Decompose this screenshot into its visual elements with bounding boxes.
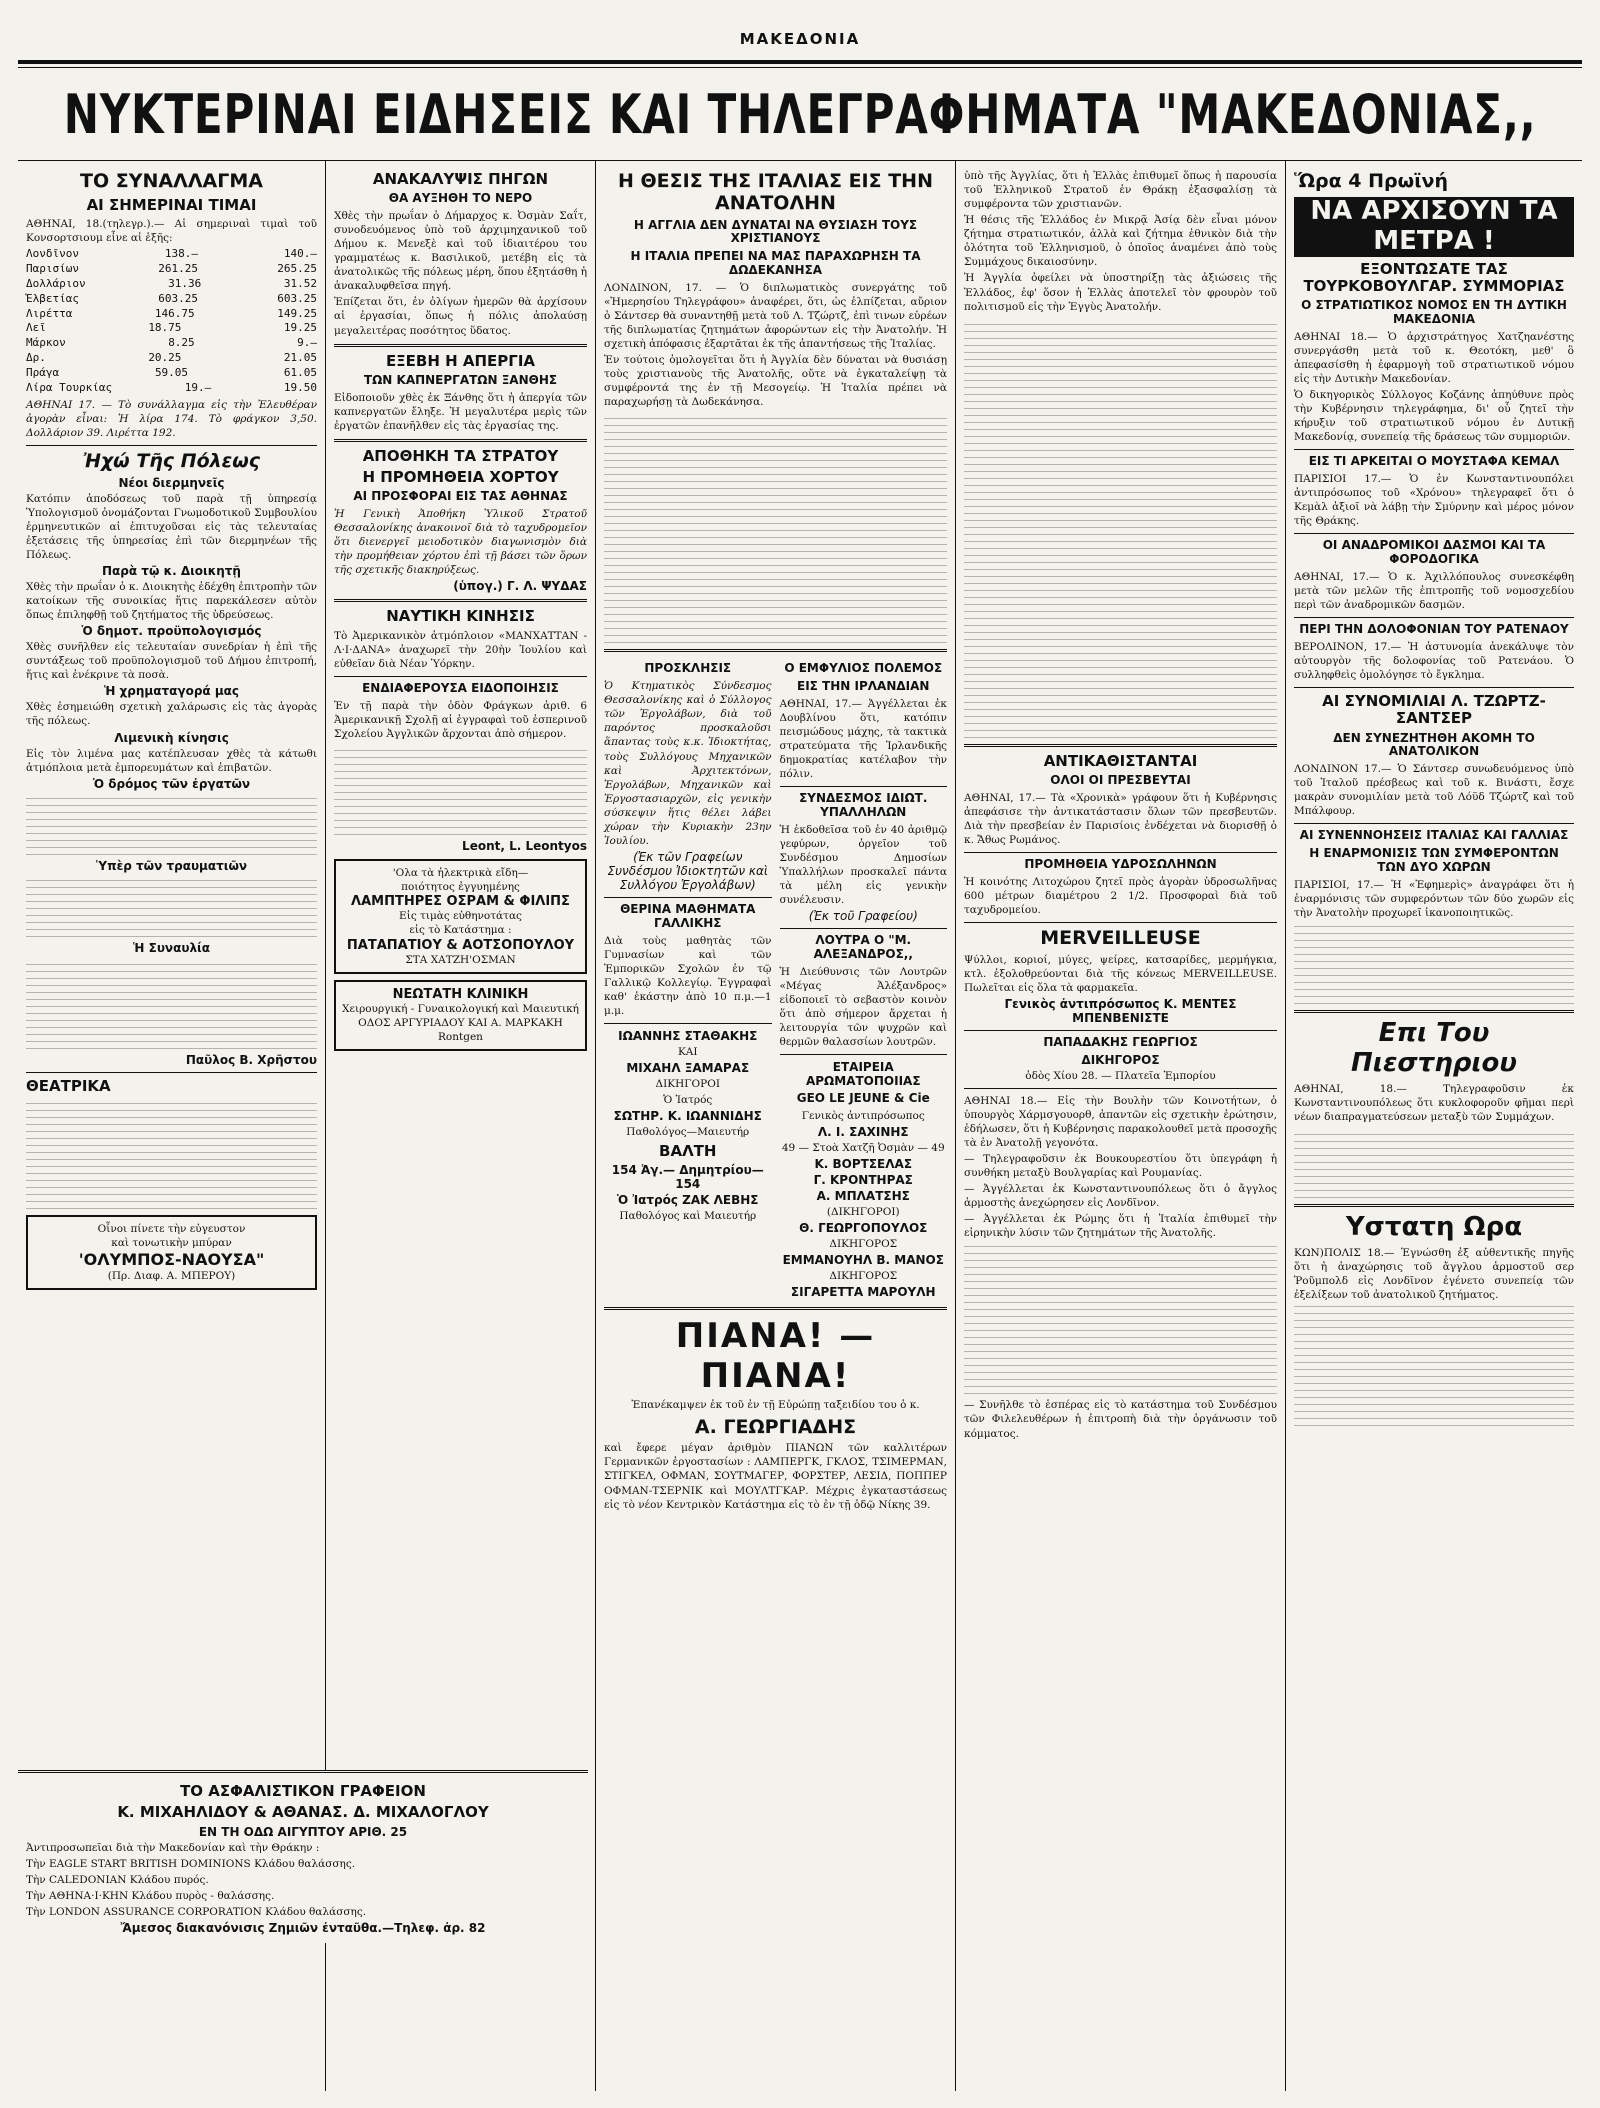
divider <box>964 1088 1277 1089</box>
divider <box>964 1030 1277 1031</box>
subheading: Ὁ δρόμος τῶν ἐργατῶν <box>92 776 251 791</box>
rate-buy: 20.25 <box>148 351 182 365</box>
signature: Παῦλος Β. Χρῆστου <box>185 1052 317 1067</box>
ad-line: Ἄμεσος διακανόνισις Ζημιῶν ἐνταῦθα.—Τηλεφ. ἀρ. 82 <box>120 1920 486 1935</box>
paragraph: Διὰ τοὺς μαθητὰς τῶν Γυμνασίων καὶ τῶν Ἐμπορικῶν Σχολῶν ἐν τῷ Γαλλικῷ Κολλεγίῳ. Ἐγγραφαὶ καθ' ἑκάστην ἀπὸ 10 π.μ.—1 μ.μ. <box>604 934 772 1017</box>
subheadline: ΤΩΝ ΚΑΠΝΕΡΓΑΤΩΝ ΞΑΝΘΗΣ <box>363 372 558 387</box>
section-title: Υστατη Ωρα <box>1345 1211 1523 1242</box>
headline: ΠΡΟΜΗΘΕΙΑ ΥΔΡΟΣΩΛΗΝΩΝ <box>1024 856 1217 871</box>
card-line: Λ. Ι. ΣΑΧΙΝΗΣ <box>817 1125 909 1140</box>
rate-row <box>26 381 317 396</box>
rate-currency: Δρ. <box>26 351 46 365</box>
card-line: 49 — Στοὰ Χατζῆ Ὀσμὰν — 49 <box>781 1142 945 1155</box>
headline: Η ΘΕΣΙΣ ΤΗΣ ΙΤΑΛΙΑΣ ΕΙΣ ΤΗΝ ΑΝΑΤΟΛΗΝ <box>618 170 933 214</box>
paragraph: ΑΘΗΝΑΙ 18.— Ὁ ἀρχιστράτηγος Χατζηανέστης συνεργάσθη μετὰ τοῦ κ. Θεοτόκη, μεθ' ὃ ἀπεφασίσθη ἡ ἐφαρμογὴ τοῦ στρατιωτικοῦ νόμου εἰς τὴν Δυτικὴν Μακεδονίαν. <box>1294 330 1574 385</box>
rate-currency: Λίρα Τουρκίας <box>26 380 113 394</box>
headline: ΝΑΥΤΙΚΗ ΚΙΝΗΣΙΣ <box>386 607 535 626</box>
subheadline: ΕΙΣ ΤΗΝ ΙΡΛΑΝΔΙΑΝ <box>797 679 930 694</box>
advertisement-box <box>26 1215 317 1291</box>
divider <box>604 1023 772 1024</box>
headline: ΠΡΟΣΚΛΗΣΙΣ <box>644 661 732 676</box>
text-block <box>26 1099 317 1209</box>
rate-sell: 61.05 <box>283 365 317 379</box>
headline: ΕΙΣ ΤΙ ΑΡΚΕΙΤΑΙ Ο ΜΟΥΣΤΑΦΑ ΚΕΜΑΛ <box>1308 454 1560 469</box>
divider <box>334 676 587 677</box>
ad-line: ΟΔΟΣ ΑΡΓΥΡΙΑΔΟΥ ΚΑΙ Α. ΜΑΡΚΑΚΗ <box>358 1016 563 1029</box>
rate-buy: 31.36 <box>168 276 202 290</box>
ad-title: Κ. ΜΙΧΑΗΛΙΔΟΥ & ΑΘΑΝΑΣ. Δ. ΜΙΧΑΛΟΓΛΟΥ <box>117 1803 489 1822</box>
subheading: Λιμενικὴ κίνησις <box>114 730 229 745</box>
paragraph: Ἡ κοινότης Λιτοχώρου ζητεῖ πρὸς ἀγορὰν ὑδροσωλῆνας 600 μέτρων διαμέτρου 2 1/2. Προσφοραὶ διὰ τοῦ ταχυδρομείου. <box>964 875 1277 916</box>
card-line: ΔΙΚΗΓΟΡΟΙ <box>655 1078 720 1091</box>
headline: ΝΑ ΑΡΧΙΣΟΥΝ ΤΑ ΜΕΤΡΑ ! <box>1294 197 1574 257</box>
divider <box>780 786 948 787</box>
card-line: Α. ΜΠΛΑΤΣΗΣ <box>816 1189 910 1204</box>
subcolumn <box>780 658 948 1301</box>
subheading: Ὁ δημοτ. προϋπολογισμός <box>81 624 262 639</box>
paragraph: Εἰς τὸν λιμένα μας κατέπλευσαν χθὲς τὰ κάτωθι ἀτμόπλοια μετὰ ἐμπορευμάτων καὶ ἐπιβατῶν. <box>26 747 317 774</box>
ad-line: Τὴν LONDON ASSURANCE CORPORATION Κλάδου θαλάσσης. <box>26 1905 367 1918</box>
card-line: Παθολόγος καὶ Μαιευτήρ <box>619 1210 757 1223</box>
rate-buy: 59.05 <box>154 365 189 379</box>
advertisement-box <box>334 980 587 1052</box>
headline: ΛΟΥΤΡΑ Ο "Μ. ΑΛΕΞΑΝΔΡΟΣ,, <box>813 933 913 962</box>
rate-buy: 261.25 <box>158 262 198 276</box>
rate-row <box>26 262 317 277</box>
ad-line: Εἰς τιμὰς εὐθηνοτάτας <box>399 910 522 923</box>
banner-title: ΝΥΚΤΕΡΙΝΑΙ ΕΙΔΗΣΕΙΣ ΚΑΙ ΤΗΛΕΓΡΑΦΗΜΑΤΑ "ΜΑΚΕΔΟΝΙΑΣ,, <box>63 82 1537 146</box>
card-line: ΔΙΚΗΓΟΡΟΣ <box>829 1270 898 1283</box>
rate-row <box>26 292 317 307</box>
subcolumn <box>604 658 772 1301</box>
headline: ΘΕΡΙΝΑ ΜΑΘΗΜΑΤΑ ΓΑΛΛΙΚΗΣ <box>620 901 756 930</box>
paragraph: ΑΘΗΝΑΙ, 18.(τηλεγρ.).— Αἱ σημεριναὶ τιμαὶ τοῦ Κονσορτσιουμ εἶνε αἱ ἑξῆς: <box>26 218 317 245</box>
ad-line: 'Ολα τὰ ἠλεκτρικὰ εἴδη— <box>392 866 529 879</box>
card-line: Γενικὸς ἀντιπρόσωπος <box>801 1110 925 1123</box>
divider <box>964 744 1277 747</box>
divider <box>780 928 948 929</box>
subheading: Νέοι διερμηνεῖς <box>118 475 225 490</box>
signature: (Ἐκ τῶν Γραφείων Συνδέσμου Ἰδιοκτητῶν καὶ Συλλόγου Ἐργολάβων) <box>607 849 768 892</box>
paragraph: ΑΘΗΝΑΙ 17. — Τὸ συνάλλαγμα εἰς τὴν Ἐλευθέραν ἀγορὰν εἶναι: Ἡ λίρα 174. Τὸ φράγκον 3,50. Δολλάριον 39. Λιρέττα 192. <box>26 398 317 439</box>
subheading: Ἡ Συναυλία <box>133 940 210 955</box>
headline: ΠΕΡΙ ΤΗΝ ΔΟΛΟΦΟΝΙΑΝ ΤΟΥ ΡΑΤΕΝΑΟΥ <box>1299 622 1569 637</box>
text-block <box>26 795 317 855</box>
section-title: Ἠχώ Τῆς Πόλεως <box>82 449 261 472</box>
headline: ΑΙ ΣΥΝΟΜΙΛΙΑΙ Λ. ΤΖΩΡΤΖ-ΣΑΝΤΣΕΡ <box>1322 692 1546 728</box>
column-5 <box>1286 161 1582 2091</box>
ad-line: εἰς τὸ Κατάστημα : <box>409 924 512 937</box>
divider <box>604 897 772 898</box>
rate-row <box>26 366 317 381</box>
card-line: ΕΤΑΙΡΕΙΑ ΑΡΩΜΑΤΟΠΟΙΙΑΣ <box>805 1060 921 1089</box>
rate-currency: Δολλάριον <box>26 276 86 290</box>
divider <box>1294 1010 1574 1013</box>
divider <box>964 922 1277 923</box>
subheadline: ΕΞΟΝΤΩΣΑΤΕ ΤΑΣ ΤΟΥΡΚΟΒΟΥΛΓΑΡ. ΣΥΜΜΟΡΙΑΣ <box>1303 259 1565 295</box>
paragraph: Ἡ θέσις τῆς Ἑλλάδος ἐν Μικρᾷ Ἀσίᾳ δὲν εἶναι μόνον ζήτημα στρατιωτικόν, ἀλλὰ καὶ ζήτημα ἐθνικὸν διὰ τὴν ὁλότητα τοῦ Ἑλληνισμοῦ, ὁ ὁποῖος ἀναμένει ἀπὸ τοὺς Συμμάχους δικαιοσύνην. <box>964 214 1277 269</box>
rate-row <box>26 277 317 292</box>
headline: ΑΠΟΘΗΚΗ ΤΑ ΣΤΡΑΤΟΥ <box>362 446 559 465</box>
exchange-rates-table <box>26 247 317 395</box>
subheadline: ΟΛΟΙ ΟΙ ΠΡΕΣΒΕΥΤΑΙ <box>1050 772 1191 787</box>
ad-line: Τὴν CALEDONIAN Κλάδου πυρός. <box>26 1873 209 1886</box>
rate-sell: 603.25 <box>277 291 317 305</box>
paragraph: Ἐπίζεται ὅτι, ἐν ὀλίγων ἡμερῶν θὰ ἀρχίσουν αἱ ἐργασίαι, ὅπως ἡ πόλις ἀπολαύσῃ μεγαλειτέρας ποσότητος ὕδατος. <box>334 296 587 337</box>
rate-buy: 8.25 <box>168 336 195 350</box>
insurance-ad <box>18 1770 588 1943</box>
divider <box>26 445 317 446</box>
paragraph: ΑΘΗΝΑΙ, 18.— Τηλεγραφοῦσιν ἐκ Κωνσταντινουπόλεως ὅτι κυκλοφοροῦν φῆμαι περὶ νέων διαπραγματεύσεων μεταξὺ τῶν Συμμάχων. <box>1294 1082 1574 1123</box>
divider <box>334 599 587 602</box>
section-title: ΘΕΑΤΡΙΚΑ <box>26 1076 111 1095</box>
ad-line: Οἶνοι πίνετε τὴν εὐγευστον <box>97 1222 246 1235</box>
signature: Γενικὸς ἀντιπρόσωπος Κ. ΜΕΝΤΕΣ ΜΠΕΝΒΕΝΙΣΤΕ <box>1004 996 1237 1025</box>
subheadline: Η ΙΤΑΛΙΑ ΠΡΕΠΕΙ ΝΑ ΜΑΣ ΠΑΡΑΧΩΡΗΣΗ ΤΑ ΔΩΔΕΚΑΝΗΣΑ <box>630 249 921 278</box>
rate-row <box>26 351 317 366</box>
paragraph: Χθὲς συνῆλθεν εἰς τελευταίαν συνεδρίαν ἡ ἐπὶ τῆς συντάξεως τοῦ προϋπολογισμοῦ τοῦ Δήμου ἐπιτροπή, ἥτις καὶ ἐνέκρινε τὰ ποσὰ. <box>26 641 317 682</box>
rate-currency: Λονδῖνον <box>26 247 79 261</box>
text-block <box>1294 924 1574 1004</box>
ad-line: (Πρ. Διαφ. Α. ΜΠΕΡΟΥ) <box>107 1270 236 1283</box>
card-line: ΣΩΤΗΡ. Κ. ΙΩΑΝΝΙΔΗΣ <box>613 1109 762 1124</box>
paragraph: Χθὲς ἐσημειώθη σχετικὴ χαλάρωσις εἰς τὰς ἀγορὰς τῆς πόλεως. <box>26 701 317 728</box>
rate-buy: 146.75 <box>154 306 195 320</box>
paragraph: Ἡ ἐκδοθεῖσα τοῦ ἐν 40 ἀριθμῷ γεφύρων, ὀργεῖον τοῦ Συνδέσμου Δημοσίων Ὑπαλλήλων προσκαλεῖ πάντα τὰ μέλη εἰς γενικὴν συνέλευσιν. <box>779 824 947 907</box>
card-line: ΚΑΙ <box>677 1045 698 1058</box>
headline: ΣΥΝΔΕΣΜΟΣ ΙΔΙΩΤ. ΥΠΑΛΛΗΛΩΝ <box>799 791 928 820</box>
paragraph: Κατόπιν ἀποδόσεως τοῦ παρὰ τῇ ὑπηρεσίᾳ Ὑπολογισμοῦ ὀνομάζονται Γνωμοδοτικοῦ Συμβουλίου ἐρμηνευτικῶν αἱ ἐπιτυχοῦσαι εἰς τὰς τελευταίας ἐξετάσεις τῆς ὑπηρεσίας ἐπὶ τῶν διερμηνέων τῆς Πόλεως. <box>26 492 317 561</box>
paragraph: Τὸ Ἀμερικανικὸν ἀτμόπλοιον «ΜΑΝΧΑΤΤΑΝ - Λ·Ι·ΔΑΝΑ» ἀναχωρεῖ τὴν 20ὴν Ἰουλίου καὶ εὐθεῖαν διὰ Νέαν Ὑόρκην. <box>334 629 587 670</box>
headline: ΤΟ ΣΥΝΑΛΛΑΓΜΑ <box>80 170 263 192</box>
paragraph: Ἐν τούτοις ὁμολογεῖται ὅτι ἡ Ἀγγλία δὲν δύναται νὰ θυσιάσῃ τοὺς χριστιανοὺς τῆς Ἀνατολῆς, οὔτε νὰ ἐγκαταλείψῃ τὰ συμφέροντά της ἐν τῇ Μεσογείῳ. Ἡ Ἰταλία πρέπει νὰ παραχωρήσῃ τὰ Δωδεκάνησα. <box>604 354 947 409</box>
divider <box>1294 1204 1574 1207</box>
card-line: Παθολόγος—Μαιευτήρ <box>626 1126 750 1139</box>
paragraph: Ὁ δικηγορικὸς Σύλλογος Κοζάνης ἀπηύθυνε πρὸς τὴν Κυβέρνησιν τηλεγράφημα, δι' οὗ ζητεῖ τὴν κήρυξιν τοῦ στρατιωτικοῦ νόμου ἐν Δυτικῇ Μακεδονίᾳ, συνεπείᾳ τῆς δράσεως τῶν συμμοριῶν. <box>1294 388 1574 444</box>
paragraph: ΒΕΡΟΛΙΝΟΝ, 17.— Ἡ ἀστυνομία ἀνεκάλυψε τὸν αὐτουργὸν τῆς δολοφονίας τοῦ Ρατενάου. Ὁ συλληφθεὶς ὁμολόγησε τὸ ἔγκλημα. <box>1294 640 1574 681</box>
headline: ΑΙ ΣΥΝΕΝΝΟΗΣΕΙΣ ΙΤΑΛΙΑΣ ΚΑΙ ΓΑΛΛΙΑΣ <box>1299 828 1569 843</box>
column-3 <box>596 161 956 2091</box>
piano-ad-name: Α. ΓΕΩΡΓΙΑΔΗΣ <box>694 1415 857 1438</box>
rate-sell: 9.— <box>297 336 317 350</box>
subheadline: ΘΑ ΑΥΞΗΘΗ ΤΟ ΝΕΡΟ <box>388 191 533 206</box>
paragraph: ΛΟΝΔΙΝΟΝ 17.— Ὁ Σάντσερ συνωδευόμενος ὑπὸ τοῦ Ἰταλοῦ πρέσβεως καὶ τοῦ κ. Βινάστι, ἔσχε μακρὰν συνομιλίαν μετὰ τοῦ Λόϋδ Τζώρτζ καὶ τοῦ Μπάλφουρ. <box>1294 763 1574 818</box>
divider <box>334 344 587 347</box>
paragraph: Ἐπανέκαμψεν ἐκ τοῦ ἐν τῇ Εὐρώπῃ ταξειδίου του ὁ κ. <box>631 1399 920 1412</box>
ad-line: ποιότητος ἐγγυημένης <box>401 881 520 894</box>
rate-sell: 265.25 <box>277 262 317 276</box>
paragraph: ὁδὸς Χίου 28. — Πλατεῖα Ἐμπορίου <box>1025 1069 1216 1082</box>
top-rule <box>18 60 1582 64</box>
divider <box>334 439 587 442</box>
subheadline: Η ΕΝΑΡΜΟΝΙΣΙΣ ΤΩΝ ΣΥΜΦΕΡΟΝΤΩΝ ΤΩΝ ΔΥΟ ΧΩΡΩΝ <box>1309 846 1559 874</box>
rate-currency: Λιρέττα <box>26 306 73 320</box>
paragraph: ΠΑΡΙΣΙΟΙ 17.— Ὁ ἐν Κωνσταντινουπόλει ἀντιπρόσωπος τοῦ «Χρόνου» τηλεγραφεῖ ὅτι ὁ Κεμὰλ ἀξιοῖ νὰ λάβῃ τὴν Σμύρνην καὶ μέρος μόνον τῆς Θράκης. <box>1294 473 1574 528</box>
ad-line: Τὴν EAGLE START BRITISH DOMINIONS Κλάδου θαλάσσης. <box>26 1857 356 1870</box>
divider <box>1294 823 1574 824</box>
ad-brand: ΝΕΩΤΑΤΗ ΚΛΙΝΙΚΗ <box>392 986 529 1002</box>
rate-sell: 21.05 <box>283 351 317 365</box>
card-line: Ὁ Ἰατρός ΖΑΚ ΛΕΒΗΣ <box>616 1193 759 1208</box>
paragraph: ΛΟΝΔΙΝΟΝ, 17. — Ὁ διπλωματικὸς συνεργάτης τοῦ «Ἡμερησίου Τηλεγράφου» ἀναφέρει, ὅτι, ὡς ἐλπίζεται, αὔριον ὁ Σάντσερ θὰ συναντηθῇ μετὰ τοῦ Λ. Τζώρτζ, ἐπὶ τινων εὑρέων τῆς διπλωματίας ζητημάτων ἀφορώντων εἰς τὴν Ἀνατολήν. Ἡ σχετικὴ ἀπόφασις ἐξαρτᾶται ἐκ τῆς ἀπαντήσεως τῆς Ἰταλίας. <box>604 281 947 351</box>
subheadline: ΑΙ ΠΡΟΣΦΟΡΑΙ ΕΙΣ ΤΑΣ ΑΘΗΝΑΣ <box>353 489 568 504</box>
ad-title: ΤΟ ΑΣΦΑΛΙΣΤΙΚΟΝ ΓΡΑΦΕΙΟΝ <box>180 1782 426 1800</box>
text-block <box>26 959 317 1049</box>
rate-buy: 603.25 <box>158 291 198 305</box>
column-4 <box>956 161 1286 2091</box>
divider <box>1294 449 1574 450</box>
ad-line: Ἀντιπροσωπεῖαι διὰ τὴν Μακεδονίαν καὶ τὴν Θράκην : <box>26 1841 320 1854</box>
ad-subtitle: ΕΝ ΤΗ ΟΔΩ ΑΙΓΥΠΤΟΥ ΑΡΙΘ. 25 <box>198 1824 408 1839</box>
ad-brand: 'ΟΛΥΜΠΟΣ-ΝΑΟΥΣΑ" <box>78 1250 265 1270</box>
paragraph: ΑΘΗΝΑΙ, 17.— Τὰ «Χρονικὰ» γράφουν ὅτι ἡ Κυβέρνησις ἀπεφάσισε τὴν ἀντικατάστασιν ὅλων τῶν πρεσβευτῶν. Διὰ τὴν πρεσβείαν ἐν Παρισίοις ἐνδέχεται νὰ διορισθῇ ὁ κ. Ἄθως Ρωμάνος. <box>964 791 1277 846</box>
card-line: ΒΑΛΤΗ <box>659 1142 717 1161</box>
card-line: ΕΜΜΑΝΟΥΗΛ Β. ΜΑΝΟΣ <box>782 1253 944 1268</box>
paragraph: ΚΩΝ)ΠΟΛΙΣ 18.— Ἐγνώσθη ἐξ αὐθεντικῆς πηγῆς ὅτι ἡ ἀναχώρησις τοῦ ἄγγλου ἁρμοστοῦ σερ Ῥοῦμπολδ εἰς Λονδῖνον ἐγένετο συνεπείᾳ τῶν ἐξελίξεων τοῦ ἀνατολικοῦ ζητήματος. <box>1294 1246 1574 1301</box>
edition-stamp: Ὥρα 4 Πρωϊνή <box>1294 170 1448 192</box>
paragraph: ΑΘΗΝΑΙ 18.— Εἰς τὴν Βουλὴν τῶν Κοινοτήτων, ὁ ὑπουργὸς Χάρμσγουορθ, ἀπαντῶν εἰς σχετικὴν ἐρώτησιν, ἐδήλωσεν, ὅτι ἡ Κυβέρνησις παρακολουθεῖ μετὰ προσοχῆς τὰ ἐν Ἀνατολῇ γεγονότα. <box>964 1094 1277 1149</box>
headline: ΑΝΤΙΚΑΘΙΣΤΑΝΤΑΙ <box>1043 751 1198 770</box>
card-line: ΜΙΧΑΗΛ ΞΑΜΑΡΑΣ <box>626 1061 750 1076</box>
rate-buy: 19.— <box>184 380 212 394</box>
piano-ad-title: ΠΙΑΝΑ! — ΠΙΑΝΑ! <box>675 1316 876 1397</box>
card-line: 154 Ἀγ.— Δημητρίου—154 <box>611 1163 764 1192</box>
headline: MERVEILLEUSE <box>1040 926 1201 949</box>
ad-line: ΣΤΑ ΧΑΤΖΗ'ΟΣΜΑΝ <box>405 953 516 966</box>
paragraph: Ἡ Γενικὴ Ἀποθήκη Ὑλικοῦ Στρατοῦ Θεσσαλονίκης ἀνακοινοῖ διὰ τὸ ταχυδρομεῖον ὅτι διενεργεῖ μειοδοτικὸν διαγωνισμὸν διὰ τὴν προμήθειαν χόρτου ἐπὶ τῇ βάσει τῶν ὅρων τῆς σχετικῆς διακηρύξεως. <box>334 508 587 577</box>
rate-buy: 138.— <box>164 247 198 261</box>
rate-sell: 140.— <box>283 247 317 261</box>
divider <box>26 1072 317 1073</box>
paragraph: ΑΘΗΝΑΙ, 17.— Ὁ κ. Ἀχιλλόπουλος συνεσκέφθη μετὰ τῶν μελῶν τῆς ἐπιτροπῆς τοῦ νομοσχεδίου περὶ τῶν ἀναδρομικῶν δασμῶν. <box>1294 570 1574 611</box>
headline: ΟΙ ΑΝΑΔΡΟΜΙΚΟΙ ΔΑΣΜΟΙ ΚΑΙ ΤΑ ΦΟΡΟΔΟΓΙΚΑ <box>1322 538 1546 567</box>
headline: ΕΞΕΒΗ Η ΑΠΕΡΓΙΑ <box>385 351 536 370</box>
ad-line: Τὴν ΑΘΗΝΑ·Ι·ΚΗΝ Κλάδου πυρὸς - θαλάσσης. <box>26 1889 275 1902</box>
divider <box>1294 687 1574 688</box>
rate-row <box>26 247 317 262</box>
card-line: ΙΩΑΝΝΗΣ ΣΤΑΘΑΚΗΣ <box>618 1028 758 1043</box>
paragraph: ὑπὸ τῆς Ἀγγλίας, ὅτι ἡ Ἑλλὰς ἐπιθυμεῖ ὅπως ἡ παρουσία τοῦ Ἑλληνικοῦ Στρατοῦ ἐν Θράκῃ ἐξασφαλίσῃ τὰ συμφέροντα τῶν χριστιανῶν. <box>964 170 1277 211</box>
rate-currency: Λεῖ <box>26 321 46 335</box>
card-line: (ΔΙΚΗΓΟΡΟΙ) <box>826 1206 900 1219</box>
subheadline: ΔΕΝ ΣΥΝΕΖΗΤΗΘΗ ΑΚΟΜΗ ΤΟ ΑΝΑΤΟΛΙΚΟΝ <box>1333 730 1535 759</box>
rate-currency: Πράγα <box>26 365 60 379</box>
ad-brand: ΠΑΤΑΠΑΤΙΟΥ & ΑΟΤΣΟΠΟΥΛΟΥ <box>346 937 575 953</box>
subheading: Ἡ χρηματαγορά μας <box>103 684 240 699</box>
ad-line: Χειρουργική - Γυναικολογική καὶ Μαιευτική <box>342 1002 579 1015</box>
subheading: Ὑπὲρ τῶν τραυματιῶν <box>95 858 248 873</box>
headline: ΑΝΑΚΑΛΥΨΙΣ ΠΗΓΩΝ <box>372 170 549 188</box>
text-block <box>964 318 1277 738</box>
paragraph: ΠΑΡΙΣΙΟΙ, 17.— Ἡ «Ἐφημερὶς» ἀναγράφει ὅτι ἡ ἐναρμόνισις τῶν συμφερόντων τῶν δύο χωρῶν εἰς τὴν Ἀνατολὴν προχωρεῖ ἱκανοποιητικῶς. <box>1294 878 1574 919</box>
paragraph: Ψύλλοι, κοριοί, μύγες, ψείρες, κατσαρίδες, μερμήγκια, κτλ. ἐξολοθρεύονται διὰ τῆς κόνεως MERVEILLEUSE. Πωλεῖται εἰς ὅλα τὰ φαρμακεῖα. <box>964 953 1277 994</box>
paragraph: — Ἀγγέλλεται ἐκ Κωνσταντινουπόλεως ὅτι ὁ ἄγγλος ἁρμοστὴς ἀνεχώρησεν εἰς Λονδῖνον. <box>964 1183 1277 1210</box>
text-block <box>1294 1128 1574 1198</box>
subheadline: Η ΑΓΓΛΙΑ ΔΕΝ ΔΥΝΑΤΑΙ ΝΑ ΘΥΣΙΑΣΗ ΤΟΥΣ ΧΡΙΣΤΙΑΝΟΥΣ <box>633 217 918 246</box>
subheading: ΔΙΚΗΓΟΡΟΣ <box>1081 1052 1160 1067</box>
text-block <box>604 413 947 643</box>
paragraph: Χθὲς τὴν πρωΐαν ὁ κ. Διοικητὴς ἐδέχθη ἐπιτροπὴν τῶν κατοίκων τῆς συνοικίας ἥτις παρεκάλεσεν αὐτὸν ὅπως ἐπιληφθῇ τοῦ ζητήματος τῆς ὑδρεύσεως. <box>26 581 317 622</box>
subheadline: Ο ΣΤΡΑΤΙΩΤΙΚΟΣ ΝΟΜΟΣ ΕΝ ΤΗ ΔΥΤΙΚΗ ΜΑΚΕΔΟΝΙΑ <box>1301 298 1567 326</box>
rate-currency: Παρισίων <box>26 262 79 276</box>
card-line: Κ. ΒΟΡΤΣΕΛΑΣ <box>814 1157 913 1172</box>
paragraph: Χθὲς τὴν πρωΐαν ὁ Δήμαρχος κ. Ὀσμὰν Σαΐτ, συνοδευόμενος ὑπὸ τοῦ ἀρχιμηχανικοῦ τοῦ Δήμου κ. Μενεξὲ καὶ τοῦ ἰδιαιτέρου του γραμματέως κ. Βασιλικοῦ, μετέβη εἰς τὰ ἀνατολικῶς τῆς πόλεως μέρη, ὅπου ἐξητάσθη ἡ ἀνακαλυφθεῖσα πηγή. <box>334 210 587 293</box>
rate-row <box>26 307 317 322</box>
text-block <box>1294 1306 1574 1426</box>
section-title: Επι Του Πιεστηριου <box>1351 1017 1517 1078</box>
advertisement-box <box>334 859 587 974</box>
signature: Leont, L. Leontyos <box>462 838 587 853</box>
paragraph: Ἐν τῇ παρὰ τὴν ὁδὸν Φράγκων ἀριθ. 6 Ἀμερικανικῇ Σχολῇ αἱ ἐγγραφαὶ τοῦ ἑσπερινοῦ Σχολείου Ἀγγλικῶν ἄρχονται ἀπὸ σήμερον. <box>334 699 587 740</box>
card-line: Θ. ΓΕΩΡΓΟΠΟΥΛΟΣ <box>799 1221 928 1236</box>
paragraph: Εἰδοποιοῦν χθὲς ἐκ Ξάνθης ὅτι ἡ ἀπεργία τῶν καπνεργατῶν ἔληξε. Ἡ μεγαλυτέρα μερὶς τῶν ἐργατῶν ἐπανῆλθεν εἰς τὰς ἐργασίας της. <box>334 391 587 432</box>
paragraph: — Συνῆλθε τὸ ἑσπέρας εἰς τὸ κατάστημα τοῦ Συνδέσμου τῶν Φιλελευθέρων ἡ ἐπιτροπὴ διὰ τὴν ὀργάνωσιν τοῦ κόμματος. <box>964 1399 1277 1440</box>
rate-sell: 149.25 <box>277 306 317 320</box>
rate-row <box>26 336 317 351</box>
card-line: Ὁ Ἰατρός <box>663 1094 713 1107</box>
card-line: ΣΙΓΑΡΕΤΤΑ ΜΑΡΟΥΛΗ <box>790 1285 936 1300</box>
card-line: GEO LE JEUNE & Cie <box>796 1091 930 1106</box>
ad-row <box>604 658 947 1301</box>
paragraph: Ἡ Ἀγγλία ὀφείλει νὰ ὑποστηρίξῃ τὰς ἀξιώσεις τῆς Ἑλλάδος, ἐφ' ὅσον ἡ Ἑλλὰς ἀποτελεῖ τὸν φρουρὸν τοῦ πολιτισμοῦ εἰς τὴν Ἐγγὺς Ἀνατολήν. <box>964 272 1277 313</box>
card-line: Γ. ΚΡΟΝΤΗΡΑΣ <box>813 1173 913 1188</box>
masthead: ΜΑΚΕΔΟΝΙΑ <box>739 30 861 48</box>
divider <box>1294 533 1574 534</box>
paragraph: ΑΘΗΝΑΙ, 17.— Ἀγγέλλεται ἐκ Δουβλίνου ὅτι, κατόπιν πεισμώδους μάχης, τὰ τακτικὰ στρατεύματα τῆς Ἰρλανδικῆς δημοκρατίας κατέλαβον τὴν πόλιν. <box>779 698 947 781</box>
rate-row <box>26 321 317 336</box>
divider <box>604 1307 947 1310</box>
rate-currency: Μάρκον <box>26 336 66 350</box>
subheading: Παρὰ τῷ κ. Διοικητῇ <box>102 564 241 578</box>
ad-line: Rontgen <box>438 1031 483 1044</box>
text-block <box>334 745 587 835</box>
signature: (ὑπογ.) Γ. Λ. ΨΥΔΑΣ <box>453 579 587 594</box>
paragraph: — Ἀγγέλλεται ἐκ Ρώμης ὅτι ἡ Ἰταλία ἐπιθυμεῖ τὴν εἰρηνικὴν λύσιν τῶν ζητημάτων τῆς Ἀνατολῆς. <box>964 1213 1277 1240</box>
banner <box>18 68 1582 160</box>
ad-line: καὶ τονωτικὴν μπύραν <box>111 1237 232 1250</box>
paragraph: Ἡ Διεύθυνσις τῶν Λουτρῶν «Μέγας Ἀλέξανδρος» εἰδοποιεῖ τὸ σεβαστὸν κοινὸν ὅτι ἀπὸ σήμερον ἄρχεται ἡ λειτουργία τῶν ψυχρῶν καὶ θερμῶν θαλασσίων λουτρῶν. <box>779 965 947 1049</box>
rate-currency: Ἑλβετίας <box>26 291 79 305</box>
divider <box>1294 617 1574 618</box>
card-line: ΔΙΚΗΓΟΡΟΣ <box>829 1238 898 1251</box>
rate-sell: 19.50 <box>283 380 317 394</box>
signature: (Ἐκ τοῦ Γραφείου) <box>808 909 918 924</box>
paragraph: — Τηλεγραφοῦσιν ἐκ Βουκουρεστίου ὅτι ὑπεγράφη ἡ συνθήκη μεταξὺ Βουλγαρίας καὶ Ρουμανίας. <box>964 1153 1277 1180</box>
paragraph: καὶ ἔφερε μέγαν ἀριθμὸν ΠΙΑΝΩΝ τῶν καλλιτέρων Γερμανικῶν ἐργοστασίων : ΛΑΜΠΕΡΓΚ, ΓΚΛΟΣ, ΤΣΙΜΕΡΜΑΝ, ΣΤΙΓΚΕΛ, ΟΦΜΑΝ, ΣΟΥΤΜΑΓΕΡ, ΦΟΡΣΤΕΡ, ΛΕΣΙΔ, ΠΟΠΠΕΡ ΟΦΜΑΝ-ΤΣΕΡΝΙΚ καὶ ΜΟΥΛΤΓΚΑΡ. Μέχρις ἐγκαταστάσεως εἰς τὸ νέον Κεντρικὸν Κατάστημα εἰς τὸ ἐν τῇ ὁδῷ Νίκης 39. <box>604 1442 947 1511</box>
paragraph: Ὁ Κτηματικὸς Σύνδεσμος Θεσσαλονίκης καὶ ὁ Σύλλογος τῶν Ἐργολάβων, διὰ τοῦ παρόντος προσκαλοῦσι ἅπαντας τοὺς κ.κ. Ἰδιοκτήτας, τοὺς Συλλόγους Μηχανικῶν καὶ Ἀρχιτεκτόνων, Ἐργολάβων, Μηχανικῶν καὶ Ἐργοστασιαρχῶν, εἰς γενικὴν σύσκεψιν ἥτις θέλει λάβει χώραν τὴν Κυριακὴν 23ην Ἰουλίου. <box>604 680 772 847</box>
rate-buy: 18.75 <box>148 321 182 335</box>
headline: ΠΑΠΑΔΑΚΗΣ ΓΕΩΡΓΙΟΣ <box>1043 1034 1198 1049</box>
divider <box>964 852 1277 853</box>
headline: ΕΝΔΙΑΦΕΡΟΥΣΑ ΕΙΔΟΠΟΙΗΣΙΣ <box>362 680 559 695</box>
headline: Ο ΕΜΦΥΛΙΟΣ ΠΟΛΕΜΟΣ <box>784 661 943 676</box>
ad-brand: ΛΑΜΠΤΗΡΕΣ ΟΣΡΑΜ & ΦΙΛΙΠΣ <box>351 894 570 910</box>
headline: Η ΠΡΟΜΗΘΕΙΑ ΧΟΡΤΟΥ <box>362 468 559 487</box>
rate-sell: 19.25 <box>283 321 317 335</box>
text-block <box>964 1244 1277 1394</box>
subheadline: ΑΙ ΣΗΜΕΡΙΝΑΙ ΤΙΜΑΙ <box>86 195 257 214</box>
divider <box>604 649 947 652</box>
rate-sell: 31.52 <box>283 276 317 290</box>
divider <box>780 1054 948 1055</box>
text-block <box>26 877 317 937</box>
